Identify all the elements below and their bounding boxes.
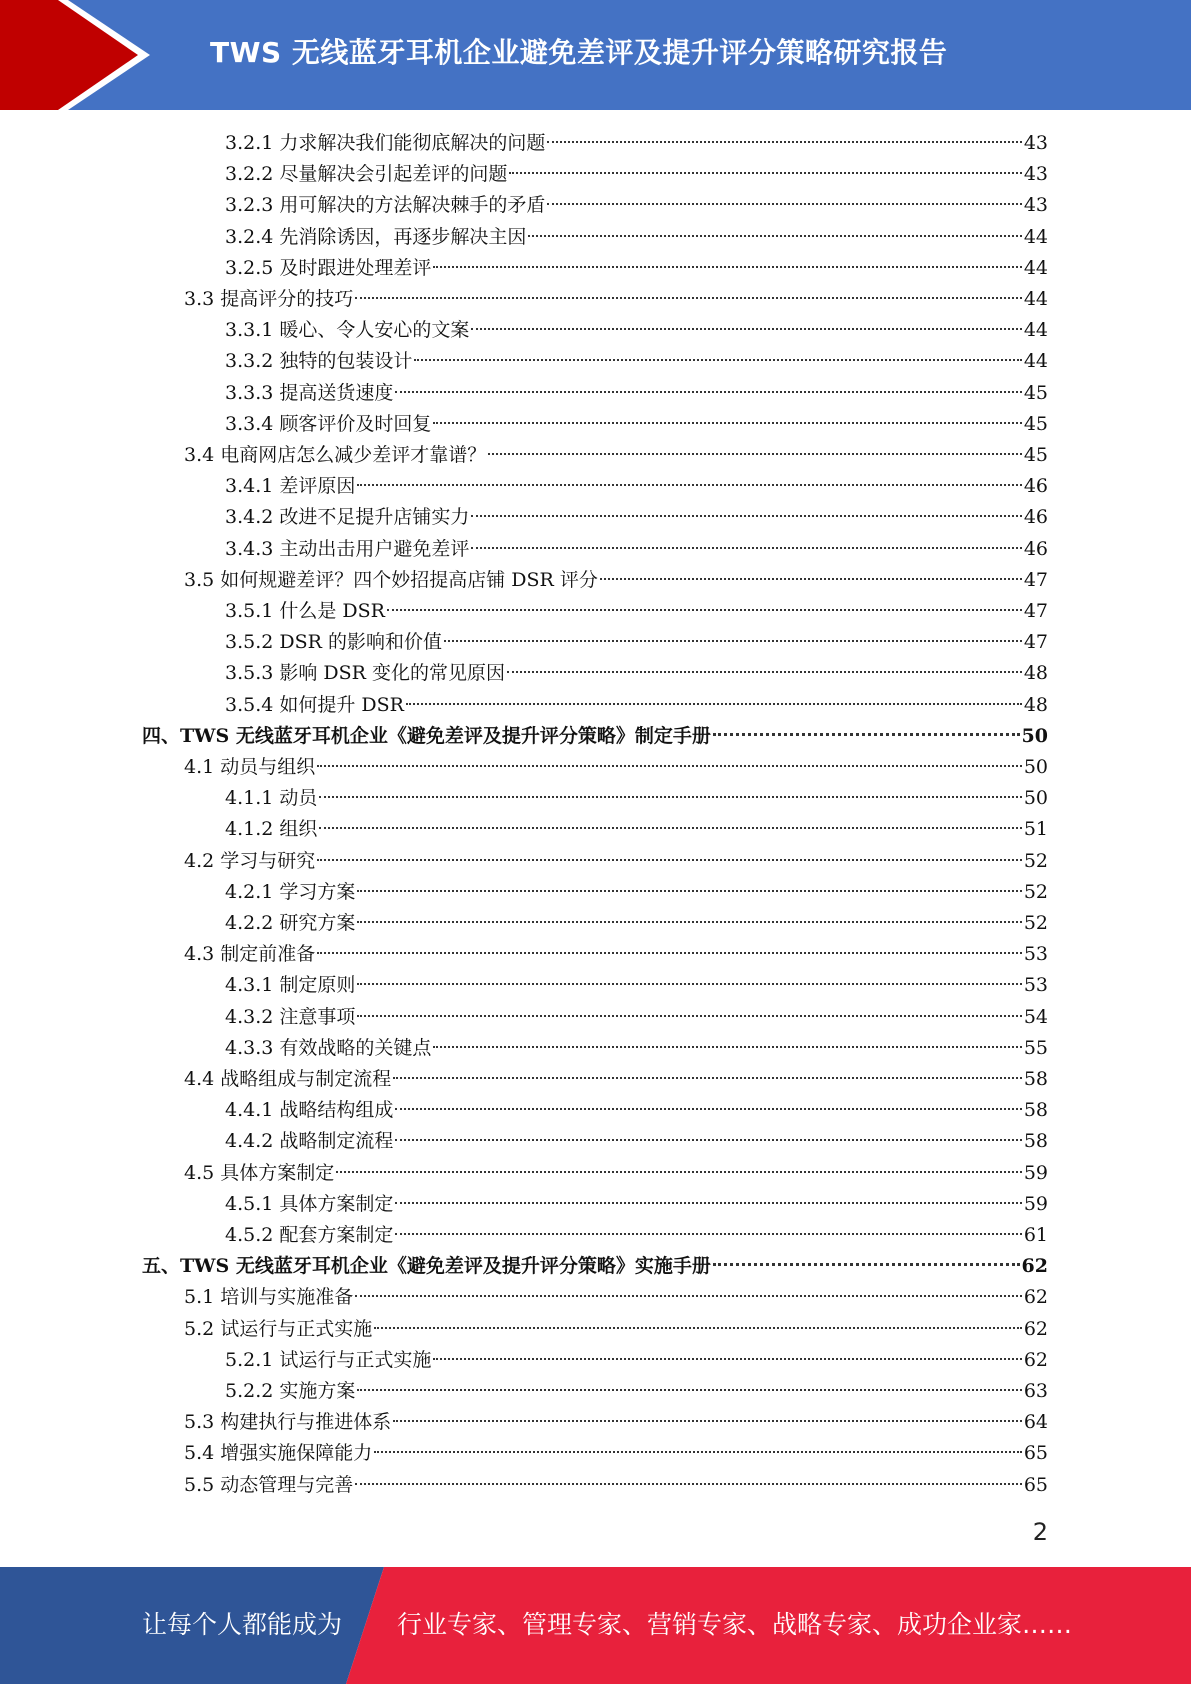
toc-entry-page: 45 xyxy=(1023,412,1048,435)
toc-entry-title: 5.2 试运行与正式实施 xyxy=(184,1317,373,1340)
toc-entry-page: 47 xyxy=(1023,568,1048,591)
toc-entry-page: 64 xyxy=(1023,1411,1048,1434)
toc-entry[interactable] xyxy=(225,471,1048,502)
toc-dot-leader xyxy=(433,265,1021,268)
toc-entry-title: 4.4.1 战略结构组成 xyxy=(225,1099,394,1122)
toc-dot-leader xyxy=(393,1076,1022,1079)
toc-dot-leader xyxy=(317,764,1022,767)
toc-entry-title: 3.3.2 独特的包装设计 xyxy=(225,350,413,373)
toc-dot-leader xyxy=(600,577,1022,580)
toc-dot-leader xyxy=(387,608,1022,611)
toc-entry-title: 4.5 具体方案制定 xyxy=(184,1161,335,1184)
toc-dot-leader xyxy=(471,546,1021,549)
toc-entry-page: 51 xyxy=(1023,818,1048,841)
toc-entry-title: 3.3.3 提高送货速度 xyxy=(225,381,394,404)
toc-entry-page: 50 xyxy=(1023,787,1048,810)
toc-entry[interactable] xyxy=(225,783,1048,814)
toc-entry-title: 五、TWS 无线蓝牙耳机企业《避免差评及提升评分策略》实施手册 xyxy=(142,1255,711,1278)
toc-entry[interactable] xyxy=(225,128,1048,159)
toc-entry-page: 58 xyxy=(1023,1099,1048,1122)
toc-entry-page: 52 xyxy=(1023,880,1048,903)
toc-entry[interactable] xyxy=(225,908,1048,939)
toc-entry[interactable] xyxy=(225,1002,1048,1033)
toc-dot-leader xyxy=(395,1138,1021,1141)
toc-entry-page: 48 xyxy=(1023,662,1048,685)
toc-entry[interactable] xyxy=(225,315,1048,346)
toc-entry-title: 3.3 提高评分的技巧 xyxy=(184,288,354,310)
toc-entry[interactable] xyxy=(225,1189,1048,1220)
toc-entry-page: 61 xyxy=(1023,1224,1048,1246)
toc-dot-leader xyxy=(507,670,1022,673)
toc-entry-title: 4.1 动员与组织 xyxy=(184,756,316,778)
toc-entry-title: 3.5.3 影响 DSR 变化的常见原因 xyxy=(225,662,506,685)
toc-entry-page: 53 xyxy=(1023,974,1048,997)
toc-entry-page: 50 xyxy=(1021,724,1048,747)
toc-entry[interactable] xyxy=(184,284,1048,315)
toc-entry-title: 3.5 如何规避差评？四个妙招提高店铺 DSR 评分 xyxy=(184,568,598,591)
toc-dot-leader xyxy=(374,1450,1022,1453)
toc-entry-title: 5.5 动态管理与完善 xyxy=(184,1473,354,1496)
toc-dot-leader xyxy=(393,1419,1022,1422)
toc-entry[interactable] xyxy=(184,1438,1048,1469)
toc-entry[interactable] xyxy=(184,1158,1048,1189)
toc-entry[interactable] xyxy=(225,534,1048,565)
toc-entry[interactable] xyxy=(225,222,1048,253)
toc-entry[interactable] xyxy=(184,1470,1048,1501)
toc-entry[interactable] xyxy=(225,1033,1048,1064)
toc-entry-page: 62 xyxy=(1023,1286,1048,1309)
toc-entry-title: 4.1.2 组织 xyxy=(225,818,318,841)
toc-dot-leader xyxy=(713,732,1020,736)
toc-entry-title: 4.5.1 具体方案制定 xyxy=(225,1192,394,1215)
toc-entry-page: 46 xyxy=(1023,506,1048,529)
toc-dot-leader xyxy=(547,202,1021,205)
toc-dot-leader xyxy=(357,483,1021,486)
toc-entry-title: 3.2.3 用可解决的方法解决棘手的矛盾 xyxy=(225,194,546,217)
toc-entry-title: 四、TWS 无线蓝牙耳机企业《避免差评及提升评分策略》制定手册 xyxy=(142,724,711,747)
toc-dot-leader xyxy=(471,327,1021,330)
toc-entry-title: 4.2 学习与研究 xyxy=(184,849,316,872)
toc-dot-leader xyxy=(433,1357,1021,1360)
toc-dot-leader xyxy=(509,171,1021,174)
toc-entry-title: 3.4 电商网店怎么减少差评才靠谱？ xyxy=(184,444,487,466)
toc-entry[interactable] xyxy=(225,346,1048,377)
toc-entry-title: 3.5.2 DSR 的影响和价值 xyxy=(225,631,442,654)
toc-entry-title: 3.4.1 差评原因 xyxy=(225,475,356,498)
toc-entry-title: 3.3.4 顾客评价及时回复 xyxy=(225,412,432,435)
toc-entry-title: 4.3.2 注意事项 xyxy=(225,1005,356,1028)
toc-entry-title: 3.3.1 暖心、令人安心的文案 xyxy=(225,319,470,342)
toc-dot-leader xyxy=(395,1201,1021,1204)
toc-entry[interactable] xyxy=(225,502,1048,533)
toc-dot-leader xyxy=(374,1326,1022,1329)
toc-dot-leader xyxy=(547,140,1021,143)
toc-entry-title: 4.4 战略组成与制定流程 xyxy=(184,1068,392,1090)
toc-entry-title: 4.2.2 研究方案 xyxy=(225,912,356,934)
toc-dot-leader xyxy=(357,920,1021,923)
toc-entry-page: 44 xyxy=(1023,288,1048,310)
toc-entry-title: 4.3 制定前准备 xyxy=(184,943,316,966)
toc-entry[interactable] xyxy=(184,1064,1048,1095)
toc-entry-page: 48 xyxy=(1023,693,1048,716)
footer-slogan-right: 行业专家、管理专家、营销专家、战略专家、成功企业家…… xyxy=(397,1610,1073,1639)
toc-entry-page: 50 xyxy=(1023,756,1048,778)
toc-entry-title: 3.2.2 尽量解决会引起差评的问题 xyxy=(225,163,508,186)
toc-entry-page: 59 xyxy=(1023,1161,1048,1184)
toc-entry-page: 43 xyxy=(1023,194,1048,217)
toc-entry[interactable] xyxy=(225,159,1048,190)
page-header xyxy=(0,0,1191,110)
toc-entry-title: 3.2.1 力求解决我们能彻底解决的问题 xyxy=(225,132,546,154)
toc-entry[interactable] xyxy=(225,1376,1048,1407)
toc-entry[interactable] xyxy=(225,253,1048,284)
toc-entry-page: 45 xyxy=(1023,444,1048,466)
toc-dot-leader xyxy=(414,358,1021,361)
toc-entry-page: 62 xyxy=(1023,1317,1048,1340)
toc-dot-leader xyxy=(317,951,1022,954)
toc-entry-title: 3.2.5 及时跟进处理差评 xyxy=(225,256,432,279)
toc-dot-leader xyxy=(357,1388,1021,1391)
toc-dot-leader xyxy=(713,1262,1020,1266)
toc-entry[interactable] xyxy=(184,440,1048,471)
toc-entry-page: 63 xyxy=(1023,1380,1048,1402)
toc-dot-leader xyxy=(433,421,1021,424)
toc-dot-leader xyxy=(488,452,1022,455)
toc-dot-leader xyxy=(319,826,1021,829)
header-chevron-icon xyxy=(0,0,160,110)
toc-entry[interactable] xyxy=(225,1126,1048,1157)
toc-entry-title: 3.4.2 改进不足提升店铺实力 xyxy=(225,506,470,529)
toc-entry[interactable] xyxy=(225,627,1048,658)
toc-entry-title: 5.2.1 试运行与正式实施 xyxy=(225,1348,432,1371)
toc-dot-leader xyxy=(395,1232,1021,1235)
toc-entry[interactable] xyxy=(225,1345,1048,1376)
footer-slogan-left: 让每个人都能成为 xyxy=(142,1610,343,1639)
toc-entry-page: 53 xyxy=(1023,943,1048,966)
toc-entry-title: 4.1.1 动员 xyxy=(225,787,318,810)
toc-entry[interactable] xyxy=(184,565,1048,596)
toc-dot-leader xyxy=(357,982,1021,985)
toc-entry-page: 44 xyxy=(1023,256,1048,279)
toc-entry[interactable] xyxy=(225,814,1048,845)
toc-entry-title: 4.3.3 有效战略的关键点 xyxy=(225,1036,432,1059)
toc-dot-leader xyxy=(355,1294,1022,1297)
toc-entry-title: 4.5.2 配套方案制定 xyxy=(225,1224,394,1246)
toc-entry-page: 62 xyxy=(1023,1348,1048,1371)
toc-entry[interactable] xyxy=(225,1220,1048,1251)
toc-entry-page: 47 xyxy=(1023,631,1048,654)
toc-dot-leader xyxy=(444,639,1022,642)
toc-entry-page: 58 xyxy=(1023,1130,1048,1153)
toc-entry[interactable] xyxy=(225,190,1048,221)
toc-entry-title: 5.3 构建执行与推进体系 xyxy=(184,1411,392,1434)
page-footer xyxy=(0,1567,1191,1684)
toc-entry-title: 5.1 培训与实施准备 xyxy=(184,1286,354,1309)
toc-entry[interactable] xyxy=(184,752,1048,783)
report-title: TWS 无线蓝牙耳机企业避免差评及提升评分策略研究报告 xyxy=(210,36,948,69)
toc-entry-page: 46 xyxy=(1023,537,1048,560)
toc-entry[interactable] xyxy=(142,1251,1048,1282)
toc-dot-leader xyxy=(433,1045,1021,1048)
toc-entry[interactable] xyxy=(225,690,1048,721)
toc-entry-page: 58 xyxy=(1023,1068,1048,1090)
toc-dot-leader xyxy=(528,234,1021,237)
toc-entry-title: 4.2.1 学习方案 xyxy=(225,880,356,903)
toc-entry-title: 3.4.3 主动出击用户避免差评 xyxy=(225,537,470,560)
toc-entry[interactable] xyxy=(225,378,1048,409)
toc-dot-leader xyxy=(395,390,1021,393)
toc-entry[interactable] xyxy=(225,970,1048,1001)
toc-entry-title: 4.4.2 战略制定流程 xyxy=(225,1130,394,1153)
toc-entry[interactable] xyxy=(225,877,1048,908)
toc-entry-page: 52 xyxy=(1023,912,1048,934)
toc-dot-leader xyxy=(395,1107,1021,1110)
toc-entry[interactable] xyxy=(184,939,1048,970)
toc-entry-page: 46 xyxy=(1023,475,1048,498)
toc-entry-page: 47 xyxy=(1023,600,1048,622)
toc-dot-leader xyxy=(317,858,1022,861)
toc-dot-leader xyxy=(406,702,1022,705)
toc-entry-title: 4.3.1 制定原则 xyxy=(225,974,356,997)
toc-entry-title: 5.4 增强实施保障能力 xyxy=(184,1442,373,1465)
toc-entry-page: 65 xyxy=(1023,1442,1048,1465)
toc-entry-title: 3.5.4 如何提升 DSR xyxy=(225,693,404,716)
toc-entry-page: 52 xyxy=(1023,849,1048,872)
toc-entry[interactable] xyxy=(225,1095,1048,1126)
toc-entry-page: 44 xyxy=(1023,350,1048,373)
toc-entry[interactable] xyxy=(225,658,1048,689)
toc-entry[interactable] xyxy=(225,409,1048,440)
toc-dot-leader xyxy=(336,1170,1022,1173)
toc-entry[interactable] xyxy=(184,1282,1048,1313)
toc-entry[interactable] xyxy=(142,721,1048,752)
toc-entry-page: 44 xyxy=(1023,225,1048,248)
toc-entry-page: 45 xyxy=(1023,381,1048,404)
toc-entry-title: 5.2.2 实施方案 xyxy=(225,1380,356,1402)
toc-entry-page: 43 xyxy=(1023,163,1048,186)
toc-dot-leader xyxy=(355,1482,1022,1485)
toc-entry-page: 62 xyxy=(1021,1255,1048,1278)
toc-entry-page: 44 xyxy=(1023,319,1048,342)
toc-dot-leader xyxy=(357,889,1021,892)
toc-entry-page: 55 xyxy=(1023,1036,1048,1059)
toc-entry-title: 3.5.1 什么是 DSR xyxy=(225,600,385,622)
toc-dot-leader xyxy=(319,795,1021,798)
toc-entry-page: 65 xyxy=(1023,1473,1048,1496)
toc-entry[interactable] xyxy=(184,1407,1048,1438)
toc-entry-page: 43 xyxy=(1023,132,1048,154)
toc-entry[interactable] xyxy=(184,1314,1048,1345)
toc-dot-leader xyxy=(357,1014,1021,1017)
toc-entry-title: 3.2.4 先消除诱因，再逐步解决主因 xyxy=(225,225,527,248)
toc-entry-page: 54 xyxy=(1023,1005,1048,1028)
page-number: 2 xyxy=(1032,1518,1048,1546)
toc-entry[interactable] xyxy=(225,596,1048,627)
toc-entry-page: 59 xyxy=(1023,1192,1048,1215)
toc-dot-leader xyxy=(355,296,1022,299)
toc-dot-leader xyxy=(471,514,1021,517)
toc-entry[interactable] xyxy=(184,846,1048,877)
